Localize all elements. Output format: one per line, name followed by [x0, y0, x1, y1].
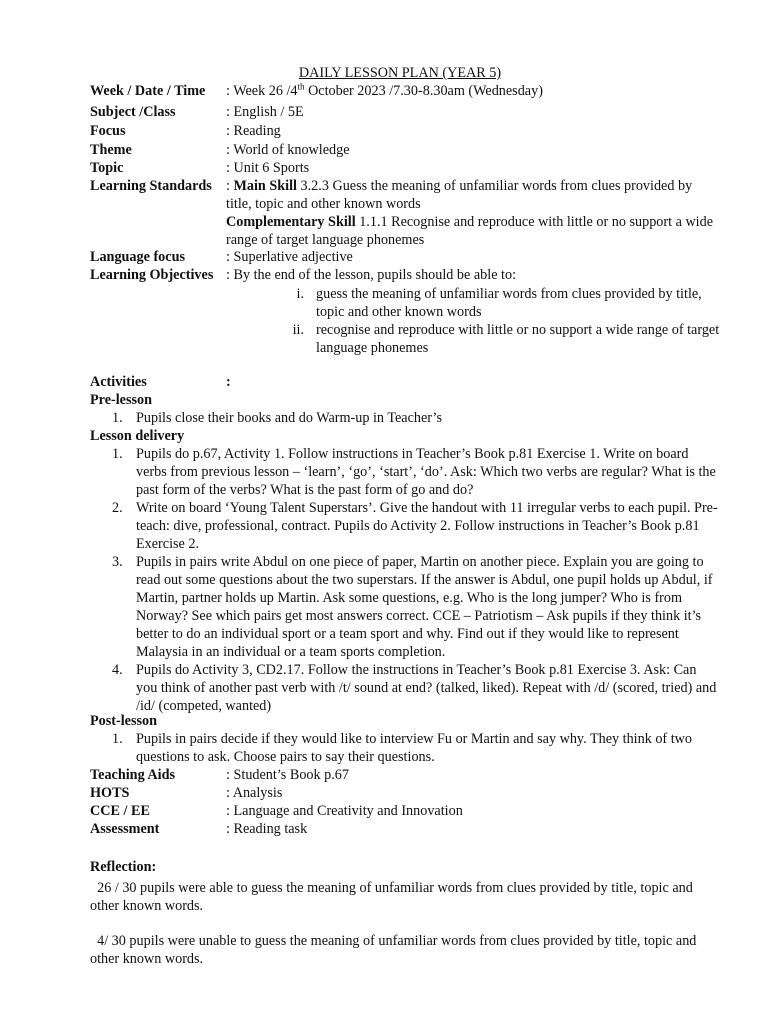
list-item — [284, 285, 724, 321]
list-item — [284, 321, 724, 357]
item-number: 2. — [112, 500, 123, 516]
main-skill-prefix: : — [226, 178, 234, 194]
item-text: Write on board ‘Young Talent Superstars’. Give the handout with 11 irregular verbs to each pupil. Pre-teach: dive, professional, contract. Pupils do Activity 2. Follow instructions in Teacher’s Book p.81 Exercise 2. — [136, 500, 718, 552]
theme-value: : World of knowledge — [226, 142, 350, 158]
lesson-delivery-list — [90, 445, 720, 715]
week-value — [226, 82, 716, 100]
learning-standards-label: Learning Standards — [90, 178, 212, 194]
item-text: recognise and reproduce with little or no support a wide range of target language phonemes — [316, 322, 720, 356]
item-number: 1. — [112, 410, 123, 426]
topic-value: : Unit 6 Sports — [226, 160, 310, 176]
subject-value: : English / 5E — [226, 104, 304, 120]
assessment-value: : Reading task — [226, 821, 308, 837]
item-text: Pupils in pairs write Abdul on one piece of paper, Martin on another piece. Explain you are going to read out some questions about the two superstars. If the answer is Abdul, one pupil holds up Abdul, if Martin, partner holds up Martin. Ask some questions, e.g. Who is the long jumper? Who is from Norway? See which pairs get most answers correct. CCE – Patriotism – Ask pupils if they think it’s better to do an individual sport or a team sport and why. Find out if they would like to represent Malaysia in an individual or a team sports completion. — [136, 554, 713, 660]
assessment-label: Assessment — [90, 821, 160, 837]
main-skill — [226, 177, 716, 213]
focus-label: Focus — [90, 123, 126, 139]
item-number: 1. — [112, 446, 123, 462]
item-text: Pupils do p.67, Activity 1. Follow instructions in Teacher’s Book p.81 Exercise 1. Write on board verbs from previous lesson – ‘learn’, ‘go’, ‘start’, ‘do’. Ask: Which two verbs are regular? What is the past form of the verbs? What is the past form of go and do? — [136, 446, 716, 498]
theme-label: Theme — [90, 142, 132, 158]
lesson-delivery-heading: Lesson delivery — [90, 428, 185, 444]
learning-standards-value — [226, 177, 716, 249]
reflection-line-unable: 4/ 30 pupils were unable to guess the meaning of unfamiliar words from clues provided by title, topic and other known words. — [90, 933, 700, 967]
week-value-sup: th — [297, 81, 305, 92]
item-number: 3. — [112, 554, 123, 570]
topic-label: Topic — [90, 160, 124, 176]
item-number: i. — [296, 286, 304, 302]
subject-label: Subject /Class — [90, 104, 176, 120]
language-focus-label: Language focus — [90, 249, 185, 265]
reflection-heading: Reflection: — [90, 859, 157, 875]
teaching-aids-value: : Student’s Book p.67 — [226, 767, 349, 783]
item-number: 4. — [112, 662, 123, 678]
main-skill-text: 3.2.3 Guess the meaning of unfamiliar words from clues provided by title, topic and other known words — [226, 178, 693, 212]
item-text: guess the meaning of unfamiliar words from clues provided by title, topic and other known words — [316, 286, 702, 320]
list-item — [90, 499, 720, 553]
list-item — [90, 445, 720, 499]
document-title: DAILY LESSON PLAN (YEAR 5) — [298, 65, 502, 81]
activities-colon: : — [226, 374, 231, 390]
week-value-part: : Week 26 /4 — [226, 83, 298, 99]
item-text: Pupils close their books and do Warm-up in Teacher’s — [136, 410, 442, 426]
focus-value: : Reading — [226, 123, 281, 139]
reflection-line-able: 26 / 30 pupils were able to guess the meaning of unfamiliar words from clues provided by title, topic and other known words. — [90, 880, 697, 914]
item-number: 1. — [112, 731, 123, 747]
pre-lesson-heading: Pre-lesson — [90, 392, 152, 408]
activities-label: Activities — [90, 374, 147, 390]
objectives-list — [284, 285, 724, 357]
week-label: Week / Date / Time — [90, 83, 206, 99]
list-item — [90, 661, 720, 715]
main-skill-label: Main Skill — [233, 178, 297, 194]
cce-value: : Language and Creativity and Innovation — [226, 803, 463, 819]
item-text: Pupils in pairs decide if they would like to interview Fu or Martin and say why. They think of two questions to ask. Choose pairs to say their questions. — [136, 731, 692, 765]
cce-label: CCE / EE — [90, 803, 150, 819]
post-lesson-heading: Post-lesson — [90, 713, 157, 729]
item-number: ii. — [292, 322, 304, 338]
complementary-skill — [226, 213, 716, 249]
hots-label: HOTS — [90, 785, 130, 801]
item-text: Pupils do Activity 3, CD2.17. Follow the instructions in Teacher’s Book p.81 Exercise 3. Ask: Can you think of another past verb with /t/ sound at end? (talked, liked). Repeat with /d/ (scored, tried) and /id/ (competed, wanted) — [136, 662, 717, 714]
language-focus-value: : Superlative adjective — [226, 249, 353, 265]
week-value-part: October 2023 /7.30-8.30am (Wednesday) — [304, 83, 543, 99]
complementary-skill-text: 1.1.1 Recognise and reproduce with little or no support a wide range of target language phonemes — [226, 214, 714, 248]
learning-objectives-label: Learning Objectives — [90, 267, 214, 283]
learning-objectives-intro: : By the end of the lesson, pupils should be able to: — [226, 267, 517, 283]
post-lesson-list — [90, 730, 720, 766]
list-item — [90, 730, 720, 766]
list-item — [90, 553, 720, 661]
complementary-skill-label: Complementary Skill — [226, 214, 356, 230]
pre-lesson-list — [90, 409, 720, 427]
hots-value: : Analysis — [226, 785, 283, 801]
teaching-aids-label: Teaching Aids — [90, 767, 176, 783]
list-item — [90, 409, 720, 427]
